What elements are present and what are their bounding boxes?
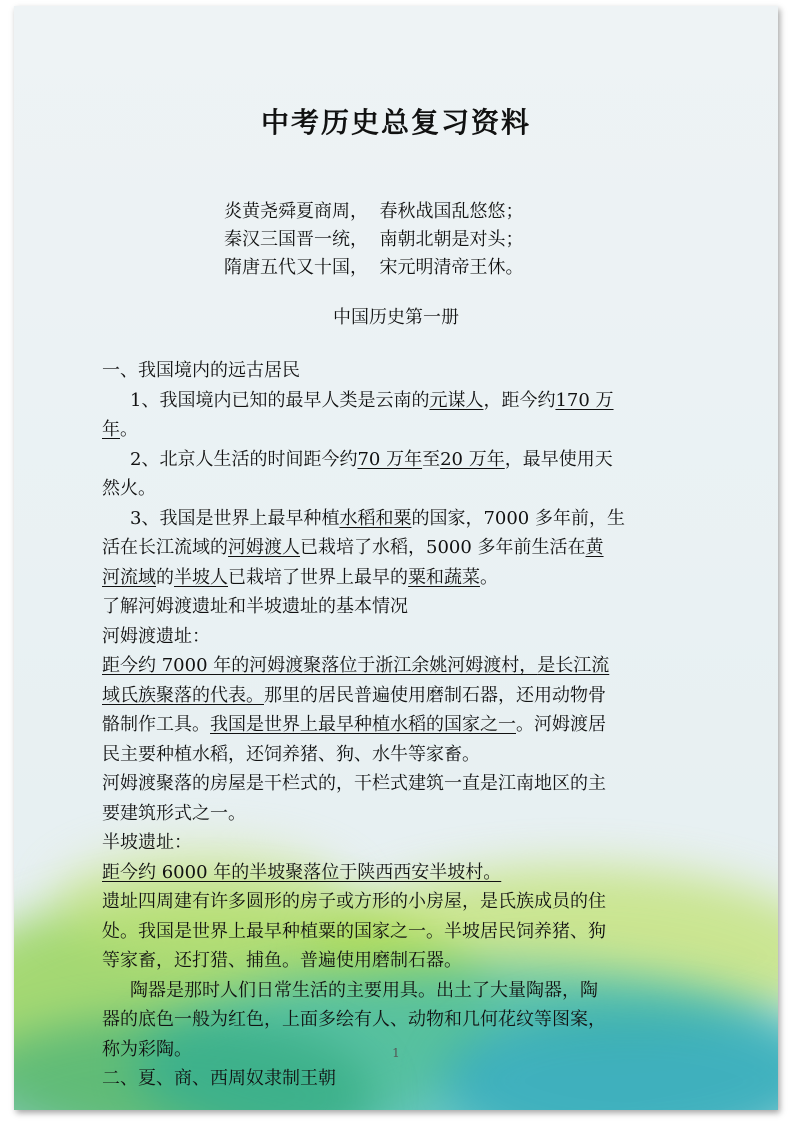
text-segment: 那里的居民普遍使用磨制石器，还用动物骨 (264, 684, 606, 706)
text-segment: 已栽培了水稻，5000 多年前生活在 (300, 537, 586, 558)
text-line (102, 799, 702, 829)
text-line (102, 622, 702, 652)
text-segment: 的国家，7000 多年前，生 (411, 507, 625, 529)
text-line (102, 445, 702, 475)
underlined-text: 元谋人 (429, 389, 484, 411)
text-segment: 3、我国是世界上最早种植 (130, 507, 340, 529)
underlined-text: 我国是世界上最早种植水稻的国家之一 (210, 714, 516, 735)
underlined-text: 水稻和粟 (339, 507, 412, 529)
text-segment: 。 (120, 419, 138, 440)
section-subtitle: 中国历史第一册 (333, 307, 459, 328)
text-line (102, 474, 702, 504)
text-segment: 骼制作工具。 (102, 714, 210, 735)
text-line (102, 828, 702, 858)
text-segment: ，距今约 (483, 389, 556, 411)
underlined-text: 域氏族聚落的代表。 (102, 684, 264, 706)
underlined-text: 20 万年 (440, 448, 505, 470)
mnemonic-poem (224, 198, 523, 282)
text-line (102, 917, 702, 947)
text-line (102, 681, 702, 711)
underlined-text: 河姆渡人 (228, 537, 300, 558)
text-segment: ，最早使用天 (504, 448, 613, 470)
page-number: 1 (392, 1046, 400, 1060)
underlined-text: 黄 (585, 537, 604, 558)
underlined-text: 170 万 (555, 389, 614, 411)
text-segment: 处。我国是世界上最早种植粟的国家之一。半坡居民饲养猪、狗 (102, 920, 606, 942)
text-line (102, 563, 702, 593)
text-segment: 至 (422, 448, 441, 470)
text-line (102, 533, 702, 563)
text-line (102, 651, 702, 681)
text-line (102, 356, 702, 386)
text-segment: 河姆渡遗址： (102, 625, 210, 647)
text-line (102, 769, 702, 799)
text-segment: 遗址四周建有许多圆形的房子或方形的小房屋，是氏族成员的住 (102, 891, 606, 912)
text-line (102, 386, 702, 416)
underlined-text: 距今约 7000 年的河姆渡聚落位于浙江余姚河姆渡村， (102, 655, 538, 676)
text-segment: 。河姆渡居 (516, 714, 606, 735)
poem-line: 隋唐五代又十国， 宋元明清帝王休。 (224, 257, 524, 278)
page-content (14, 6, 778, 1110)
text-segment: 了解河姆渡遗址和半坡遗址的基本情况 (102, 596, 408, 617)
text-segment: 器的底色一般为红色，上面多绘有人、动物和几何花纹等图案， (102, 1009, 606, 1030)
text-line (102, 504, 702, 534)
text-line (102, 1005, 702, 1035)
underlined-text: 粟和蔬菜 (408, 566, 480, 588)
text-segment: 半坡遗址： (102, 832, 192, 853)
document-page (14, 6, 778, 1110)
text-segment: 。 (480, 566, 498, 588)
text-segment: 陶器是那时人们日常生活的主要用具。出土了大量陶器，陶 (130, 979, 598, 1001)
text-line (102, 1064, 702, 1094)
text-segment: 一、我国境内的远古居民 (102, 360, 300, 381)
text-line (102, 710, 702, 740)
text-segment: 民主要种植水稻，还饲养猪、狗、水牛等家畜。 (102, 743, 480, 765)
text-segment: 然火。 (102, 478, 156, 499)
text-segment: 的 (156, 566, 174, 588)
text-segment: 二、夏、商、西周奴隶制王朝 (102, 1068, 336, 1089)
text-segment: 已栽培了世界上最早的 (228, 566, 408, 588)
underlined-text: 是长江流 (537, 655, 610, 676)
text-line (102, 887, 702, 917)
body-text (102, 356, 702, 1094)
underlined-text: 距今约 6000 年的半坡聚落位于陕西西安半坡村。 (102, 861, 502, 883)
text-segment: 等家畜，还打猎、捕鱼。普遍使用磨制石器。 (102, 950, 462, 971)
text-segment: 要建筑形式之一。 (102, 802, 246, 824)
text-segment: 河姆渡聚落的房屋是干栏式的，干栏式建筑一直是江南地区的主 (102, 773, 606, 794)
text-line (102, 740, 702, 770)
text-line (102, 858, 702, 888)
text-segment: 活在长江流域的 (102, 537, 228, 558)
underlined-text: 年 (102, 419, 120, 440)
text-line (102, 592, 702, 622)
document-title: 中考历史总复习资料 (260, 106, 531, 139)
text-segment: 2、北京人生活的时间距今约 (130, 448, 358, 470)
underlined-text: 70 万年 (357, 448, 423, 470)
text-line (102, 415, 702, 445)
text-segment: 称为彩陶。 (102, 1038, 192, 1060)
poem-line: 秦汉三国晋一统， 南朝北朝是对头； (224, 229, 524, 250)
text-line (102, 946, 702, 976)
poem-line: 炎黄尧舜夏商周， 春秋战国乱悠悠； (224, 201, 524, 222)
underlined-text: 河流域 (102, 566, 156, 588)
text-line (102, 976, 702, 1006)
text-segment: 1、我国境内已知的最早人类是云南的 (130, 389, 430, 411)
underlined-text: 半坡人 (174, 566, 228, 588)
